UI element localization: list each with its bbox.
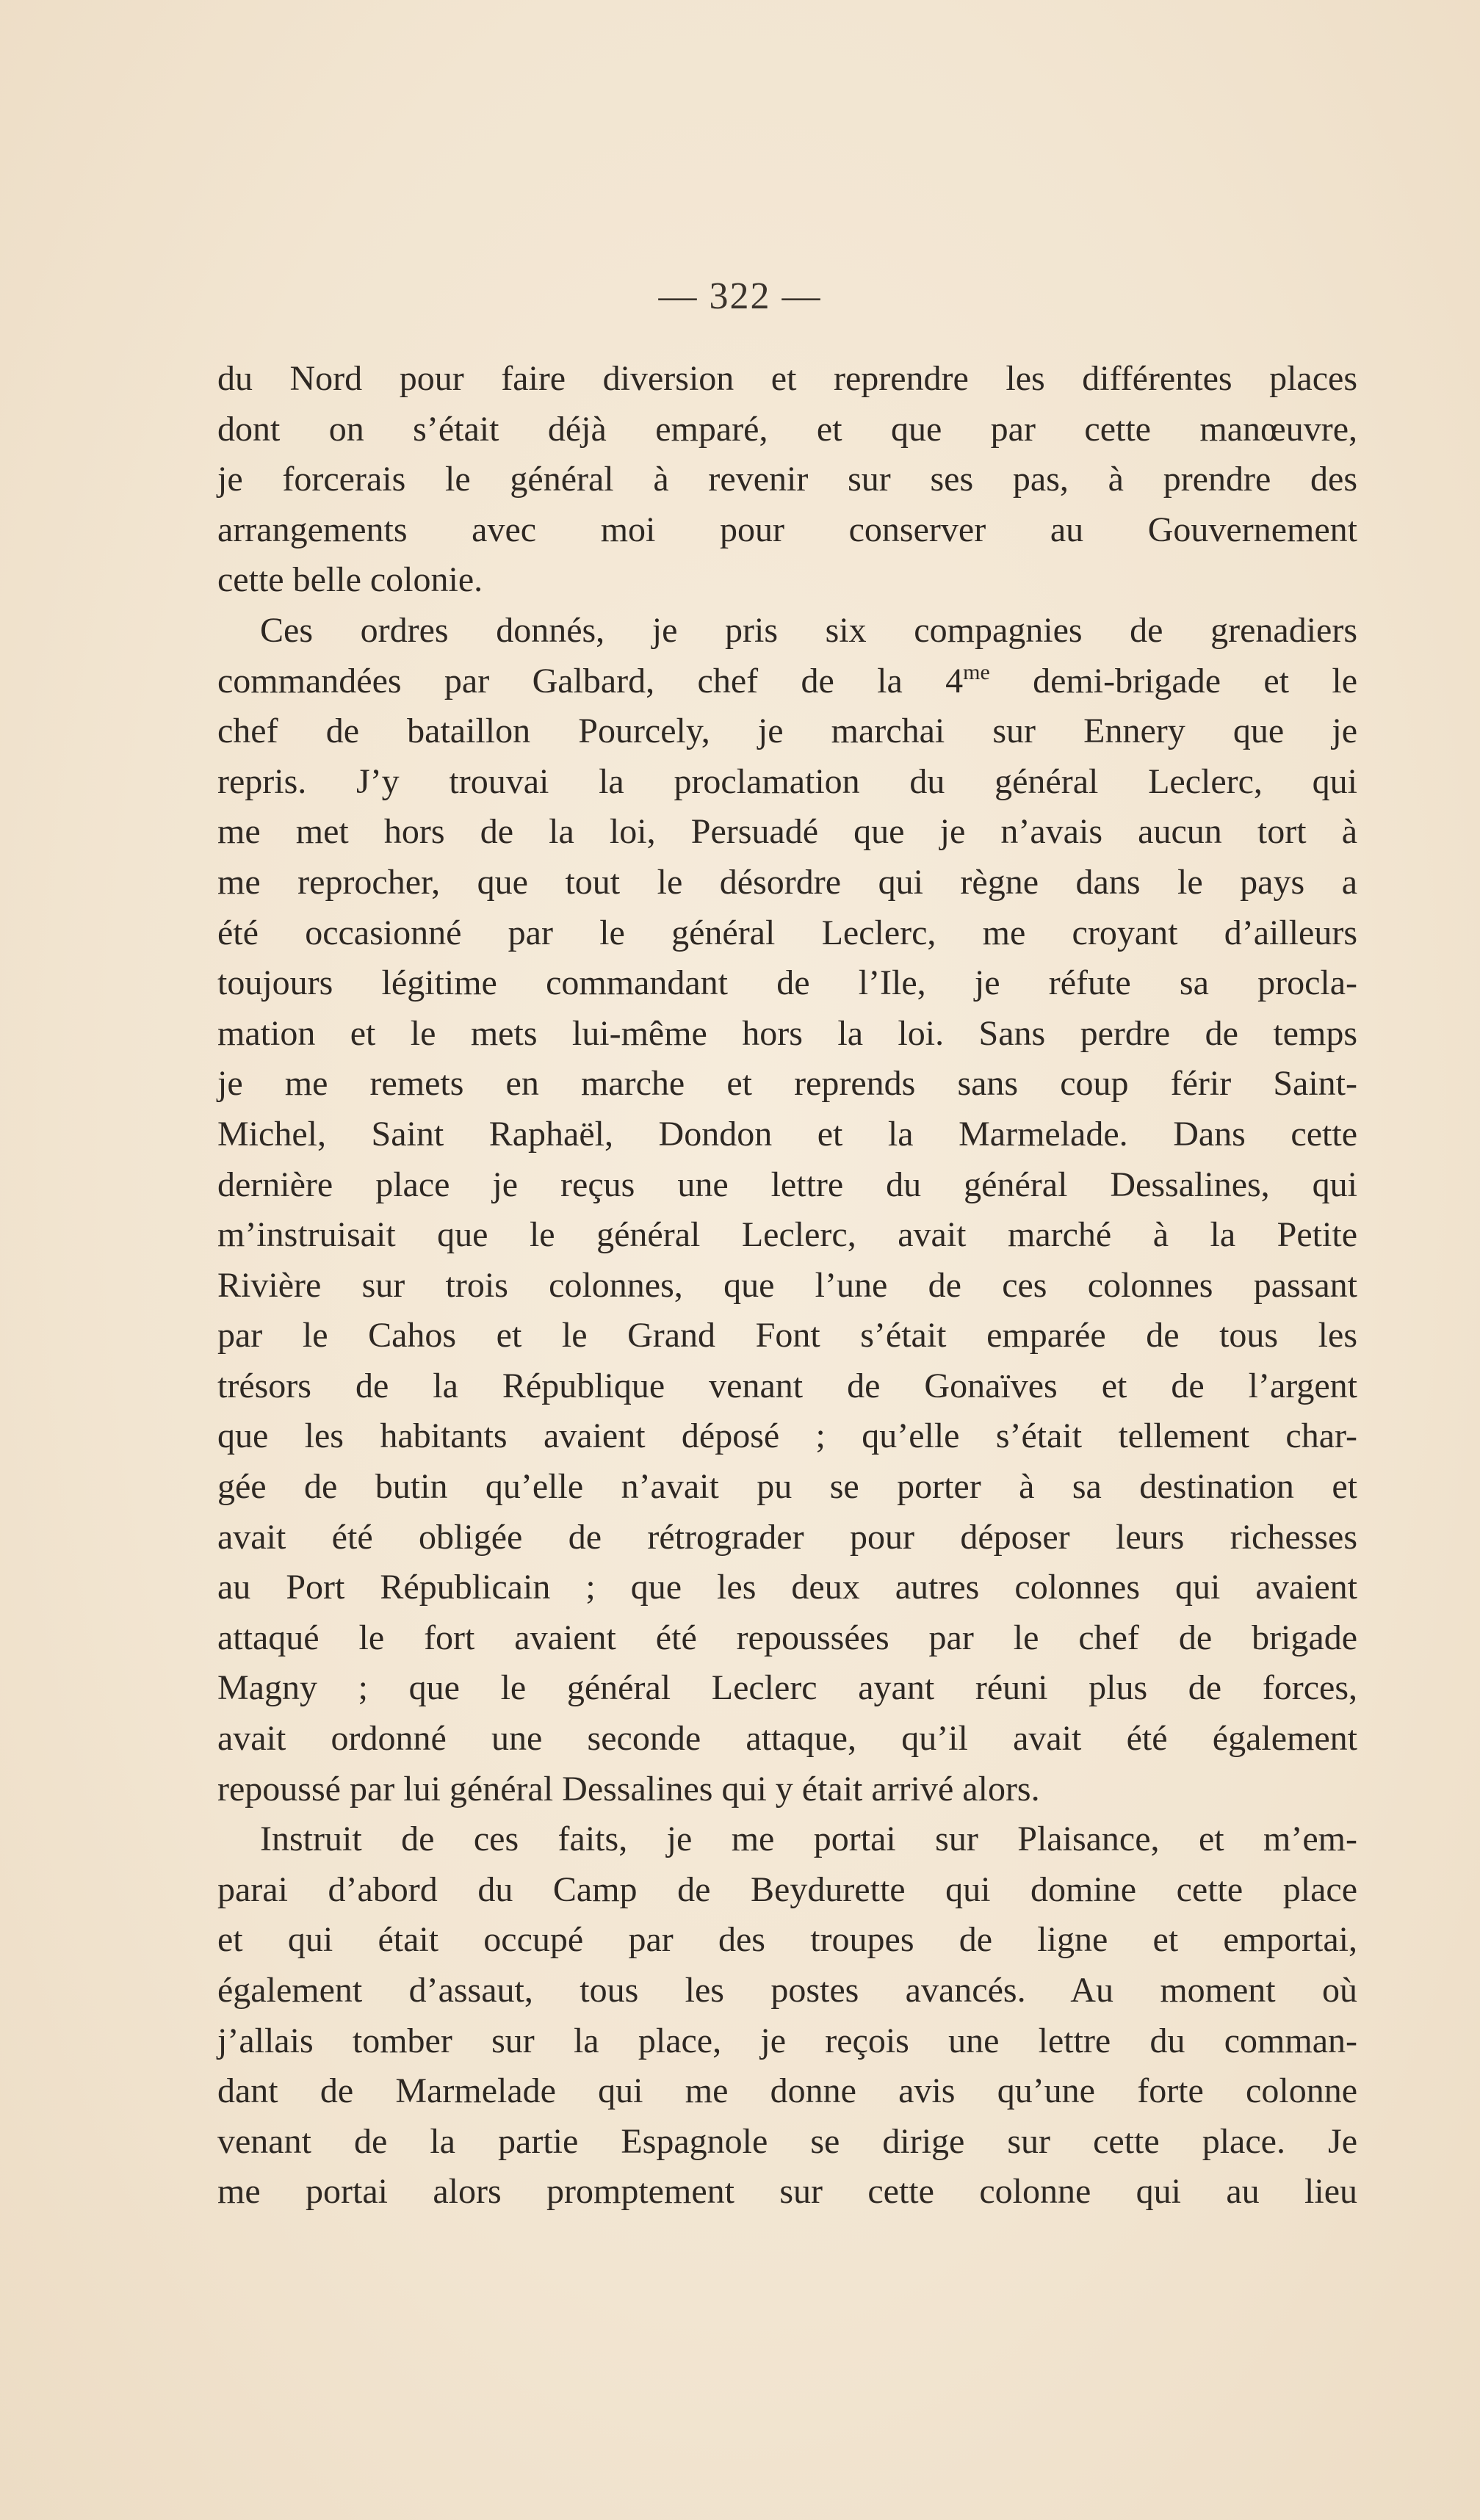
text-line: avait été obligée de rétrograder pour déposer leurs richesses (217, 1517, 1357, 1557)
text-line: au Port Républicain ; que les deux autres colonnes qui avaient (217, 1568, 1357, 1607)
text-line: que les habitants avaient déposé ; qu’elle s’était tellement char- (217, 1416, 1357, 1456)
text-line: me portai alors promptement sur cette colonne qui au lieu (217, 2172, 1357, 2212)
text-line: Ces ordres donnés, je pris six compagnies de grenadiers (260, 610, 1357, 650)
page-number: — 322 — (658, 275, 822, 317)
text-line: dont on s’était déjà emparé, et que par cette manœuvre, (217, 409, 1357, 449)
text-line: et qui était occupé par des troupes de ligne et emportai, (217, 1920, 1357, 1960)
text-line: venant de la partie Espagnole se dirige sur cette place. Je (217, 2121, 1357, 2161)
text-line: dant de Marmelade qui me donne avis qu’une forte colonne (217, 2071, 1357, 2111)
text-line: dernière place je reçus une lettre du général Dessalines, qui (217, 1165, 1357, 1204)
ordinal-superscript: me (963, 659, 990, 684)
text-line: trésors de la République venant de Gonaïves et de l’argent (217, 1366, 1357, 1405)
text-line: repoussé par lui général Dessalines qui y était arrivé alors. (217, 1769, 1040, 1808)
text-line: par le Cahos et le Grand Font s’était emparée de tous les (217, 1316, 1357, 1355)
text-line: repris. J’y trouvai la proclamation du général Leclerc, qui (217, 761, 1357, 801)
text-line: j’allais tomber sur la place, je reçois une lettre du comman- (217, 2021, 1357, 2060)
text-line: Instruit de ces faits, je me portai sur Plaisance, et m’em- (260, 1820, 1357, 1859)
text-line: été occasionné par le général Leclerc, me croyant d’ailleurs (217, 913, 1357, 952)
text-line: Rivière sur trois colonnes, que l’une de ces colonnes passant (217, 1265, 1357, 1305)
text-line-part: commandées par Galbard, chef de la 4 (217, 661, 964, 700)
text-line-part: demi-brigade et le (989, 661, 1357, 700)
text-line: Michel, Saint Raphaël, Dondon et la Marmelade. Dans cette (217, 1114, 1357, 1154)
text-line: gée de butin qu’elle n’avait pu se porter à sa destination et (217, 1467, 1357, 1507)
text-line: du Nord pour faire diversion et reprendre les différentes places (217, 359, 1357, 398)
text-line: cette belle colonie. (217, 560, 483, 600)
text-line: également d’assaut, tous les postes avancés. Au moment où (217, 1971, 1357, 2010)
text-line: me met hors de la loi, Persuadé que je n’avais aucun tort à (217, 812, 1357, 852)
text-line: m’instruisait que le général Leclerc, avait marché à la Petite (217, 1215, 1357, 1255)
text-line: chef de bataillon Pourcely, je marchai sur Ennery que je (217, 712, 1357, 751)
text-line: arrangements avec moi pour conserver au Gouvernement (217, 510, 1357, 549)
text-line: avait ordonné une seconde attaque, qu’il avait été également (217, 1719, 1357, 1759)
text-line: Magny ; que le général Leclerc ayant réuni plus de forces, (217, 1668, 1357, 1708)
text-line: toujours légitime commandant de l’Ile, je réfute sa procla- (217, 963, 1357, 1003)
text-line: attaqué le fort avaient été repoussées par le chef de brigade (217, 1618, 1357, 1657)
text-line: je me remets en marche et reprends sans coup férir Saint- (217, 1064, 1357, 1104)
text-line: mation et le mets lui-même hors la loi. Sans perdre de temps (217, 1013, 1357, 1053)
text-line: parai d’abord du Camp de Beydurette qui domine cette place (217, 1869, 1357, 1909)
text-line: me reprocher, que tout le désordre qui règne dans le pays a (217, 862, 1357, 902)
text-line: je forcerais le général à revenir sur ses pas, à prendre des (217, 460, 1357, 499)
body-text (217, 354, 1357, 2217)
text-line (217, 656, 1357, 707)
